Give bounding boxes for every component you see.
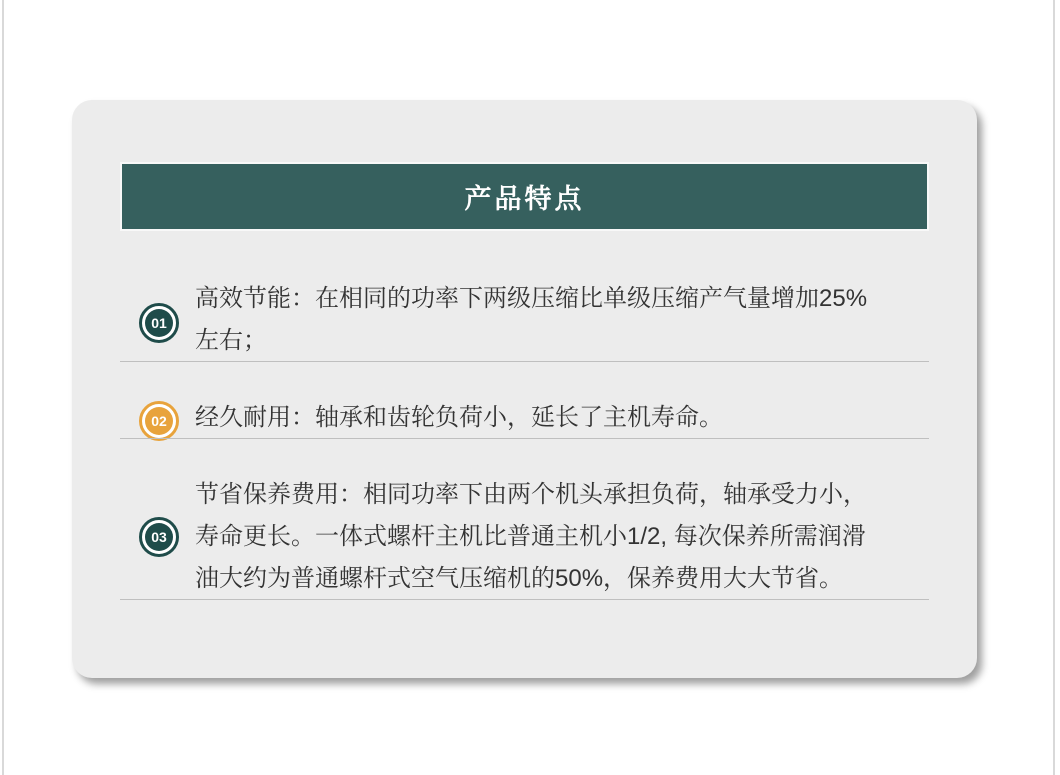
product-features-card [72,100,977,678]
feature-3-text [195,474,911,600]
feature-1-line-2: 左右； [195,327,267,354]
feature-3-number: 03 [145,523,173,551]
feature-1-text [195,278,911,362]
feature-3-line-1: 节省保养费用：相同功率下由两个机头承担负荷，轴承受力小， [195,481,867,508]
feature-2-line-1: 经久耐用：轴承和齿轮负荷小，延长了主机寿命。 [195,404,723,431]
feature-3-number-badge [139,517,179,557]
feature-1-number-badge [139,303,179,343]
feature-1-number: 01 [145,309,173,337]
feature-3-line-2: 寿命更长。一体式螺杆主机比普通主机小1/2, 每次保养所需润滑 [195,523,866,550]
divider-after-feature-2 [120,438,929,439]
feature-3-line-3: 油大约为普通螺杆式空气压缩机的50%，保养费用大大节省。 [195,565,844,592]
divider-after-feature-1 [120,361,929,362]
divider-after-feature-3 [120,599,929,600]
feature-2-number-badge [139,401,179,441]
section-title: 产品特点 [464,184,585,214]
page-left-border [2,0,4,775]
section-header [120,162,929,231]
page-right-border [1053,0,1055,775]
feature-2-text [195,397,911,439]
feature-1-line-1: 高效节能：在相同的功率下两级压缩比单级压缩产气量增加25% [195,285,868,312]
feature-2-number: 02 [145,407,173,435]
